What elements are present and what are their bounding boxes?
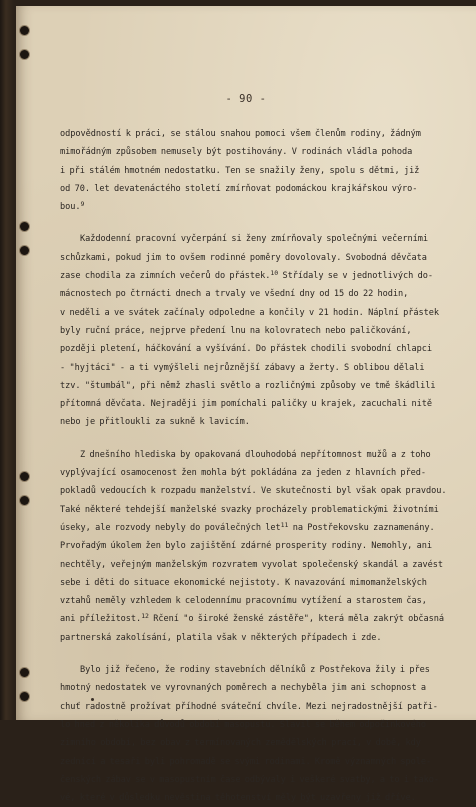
footnote-marker: 9: [80, 200, 85, 209]
text-line: [60, 162, 430, 180]
document-page: [16, 6, 476, 804]
line-text: mácnostech po čtrnácti dnech a trvaly ve všední dny od 15 do 22 hodin,: [60, 289, 409, 300]
text-line: [60, 395, 430, 413]
line-text: ani příležitost.: [60, 614, 142, 625]
punch-hole: [20, 246, 29, 255]
line-text: lo hned z několika důvodů období masopustu. Slavil se během odpočinkového: [60, 719, 427, 730]
paragraph: [60, 446, 447, 647]
paragraph: [60, 230, 440, 431]
text-line: [60, 698, 438, 716]
line-text: v neděli a ve svátek začínaly odpoledne a končily v 21 hodin. Náplní přástek: [60, 307, 440, 318]
text-line: [60, 322, 430, 340]
text-line: [60, 249, 430, 267]
line-text: zimního období, bez obav z termínovaných zemědělských prací, v době, kdy: [60, 738, 421, 749]
line-text: Z dnešního hlediska by opakovaná dlouhodobá nepřítomnost mužů a z toho: [80, 449, 431, 460]
text-line: [60, 789, 430, 807]
line-text: od 70. let devatenáctého století zmírňovat podomáckou krajkářskou výro-: [60, 183, 418, 194]
ink-mark: [91, 698, 94, 701]
text-line: [60, 501, 439, 519]
text-line: [60, 180, 430, 198]
punch-hole: [20, 222, 29, 231]
line-text: čenských zábav se v masopustním čase odbývaly i veškeré svatby, a to i tako-: [60, 774, 440, 785]
text-line: [60, 519, 435, 537]
text-line: [60, 340, 430, 358]
text-line: [60, 413, 430, 431]
line-text: Rčení "o široké ženské zástěře", která měla zakrýt občasná: [148, 614, 445, 625]
line-text: Bylo již řečeno, že rodiny stavebních dělníků z Postřekova žily i přes: [80, 665, 430, 676]
text-line: [60, 230, 430, 248]
line-text: Střídaly se v jednotlivých do-: [278, 271, 433, 282]
line-text: úseky, ale rozvody nebyly do poválečných let: [60, 522, 281, 533]
line-text: - "hyjtáci" - a ti vymýšleli nejrůznější zábavy a žerty. S oblibou dělali: [60, 362, 425, 373]
text-line: [60, 716, 430, 734]
binding-holes: [20, 6, 32, 720]
text-line: [60, 464, 430, 482]
line-text: vztahů neměly vzhledem k celodennímu pracovnímu vytížení a starostem čas,: [60, 596, 427, 607]
footnote-marker: 10: [270, 269, 279, 278]
text-line: [60, 143, 430, 161]
line-text: mimořádným způsobem nemusely být postihovány. V rodinách vládla pohoda: [60, 147, 413, 158]
line-text: odpovědností k práci, se stálou snahou pomoci všem členům rodiny, žádným: [60, 129, 421, 139]
punch-hole: [20, 496, 29, 505]
text-line: [60, 556, 444, 574]
footnote-marker: 11: [280, 520, 289, 529]
line-text: vyplývající osamocenost žen mohla být pokládána za jeden z hlavních před-: [60, 468, 427, 479]
punch-hole: [20, 50, 29, 59]
line-text: zednící a tesaři byli pohromadě se svými rodinami. Kromě významných spole-: [60, 756, 432, 767]
text-line: [60, 377, 436, 395]
text-line: [60, 734, 430, 752]
punch-hole: [20, 668, 29, 677]
line-text: hmotný nedostatek ve vyrovnaných poměrech a nechyběla jim ani schopnost a: [60, 683, 427, 694]
text-line: [60, 446, 430, 464]
line-text: chuť radostně prožívat příhodné sváteční chvíle. Mezi nejradostnější patři-: [60, 701, 438, 712]
line-text: schůzkami, pokud jim to ovšem rodinné poměry dovolovaly. Svobodná děvčata: [60, 252, 427, 263]
line-text: tzv. "štumbál", při němž zhasli světlo a rozličnými způsoby ve tmě škádlili: [60, 380, 436, 391]
text-line: [60, 482, 447, 500]
text-line: [60, 592, 430, 610]
text-line: [60, 198, 430, 216]
line-text: sebe i děti do situace ekonomické nejistoty. K navazování mimomanželských: [60, 577, 427, 588]
page-number: - 90 -: [225, 93, 267, 105]
punch-hole: [20, 472, 29, 481]
line-text: pokladů vedoucích k rozpadu manželství. Ve skutečnosti byl však opak pravdou.: [60, 486, 447, 497]
line-text: Každodenní pracovní vyčerpání si ženy zmírňovaly společnými večerními: [80, 234, 428, 245]
line-text: bou.: [60, 202, 81, 213]
punch-hole: [20, 26, 29, 35]
line-text: zase chodila za zimních večerů do přástek.: [60, 271, 271, 282]
text-line: [60, 771, 440, 789]
text-line: [60, 304, 440, 322]
line-text: vé, které v důsledku nevěstina těhotenství měly být uzavřeny již dříve.: [60, 793, 416, 804]
line-text: i při stálém hmotném nedostatku. Ten se snažily ženy, spolu s dětmi, již: [60, 165, 420, 176]
text-line: [60, 629, 430, 647]
text-line: [60, 610, 445, 628]
text-line: [60, 679, 430, 697]
line-text: Také některé tehdejší manželské svazky procházely problematickými životními: [60, 504, 439, 515]
line-text: partnerská zakolísání, platila však v některých případech i zde.: [60, 632, 382, 643]
line-text: nechtěly, veřejným manželským rozvratem vyvolat společenský skandál a zavést: [60, 559, 444, 570]
text-line: [60, 537, 430, 555]
document-body: [60, 125, 447, 807]
line-text: nebo je přitloukli za sukně k lavicím.: [60, 417, 250, 428]
text-line: [60, 753, 430, 771]
text-line: [60, 125, 430, 143]
paragraph: [60, 125, 430, 216]
text-line: [60, 574, 430, 592]
punch-hole: [20, 692, 29, 701]
line-text: byly ruční práce, nejprve předení lnu na kolovratech nebo paličkování,: [60, 325, 412, 336]
line-text: později pletení, háčkování a vyšívání. Do přástek chodili svobodní chlapci: [60, 344, 432, 355]
line-text: Prvořadým úkolem žen bylo zajištění zdárné prosperity rodiny. Nemohly, ani: [60, 541, 432, 552]
footnote-marker: 12: [141, 612, 149, 621]
line-text: přítomná děvčata. Nejraději jim pomíchali paličky u krajek, zacuchali nitě: [60, 399, 432, 410]
text-line: [60, 267, 433, 285]
text-line: [60, 661, 430, 679]
line-text: na Postřekovsku zaznamenány.: [288, 522, 435, 533]
text-line: [60, 359, 430, 377]
text-line: [60, 285, 430, 303]
paragraph: [60, 661, 440, 807]
